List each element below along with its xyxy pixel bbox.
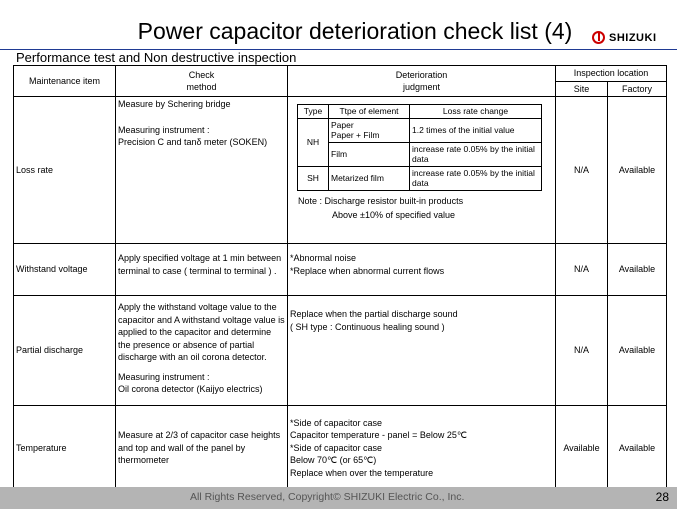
table-row xyxy=(14,97,667,244)
brand-logo xyxy=(592,31,657,44)
note-text: Note : Discharge resistor built-in products xyxy=(298,195,464,206)
judgment-cell xyxy=(288,97,556,244)
inner-element: Paper Paper + Film xyxy=(329,118,410,142)
item-cell: Withstand voltage xyxy=(14,244,116,296)
footer-bar xyxy=(0,487,677,509)
header-check-method xyxy=(116,66,288,97)
shizuki-logo-icon xyxy=(592,31,605,44)
site-cell: N/A xyxy=(556,244,608,296)
site-cell: Available xyxy=(556,406,608,491)
checklist-table xyxy=(13,65,667,491)
method-cell xyxy=(116,97,288,244)
item-cell: Partial discharge xyxy=(14,296,116,406)
header-factory: Factory xyxy=(608,81,667,97)
site-cell: N/A xyxy=(556,97,608,244)
method-cell: Measure at 2/3 of capacitor case heights and top and wall of the panel by thermometer xyxy=(116,406,288,491)
factory-cell: Available xyxy=(608,296,667,406)
header-deterioration-line: Deterioration xyxy=(395,69,448,80)
inner-header-element: Ttpe of element xyxy=(329,105,410,119)
inner-change: 1.2 times of the initial value xyxy=(410,118,542,142)
method-cell xyxy=(116,296,288,406)
inner-element: Film xyxy=(329,142,410,166)
page-number: 28 xyxy=(655,490,669,504)
header-judgment-line: judgment xyxy=(402,82,441,92)
item-cell: Loss rate xyxy=(14,97,116,244)
judgment-cell: Replace when the partial discharge sound ( SH type : Continuous healing sound ) xyxy=(288,296,556,406)
inner-change: increase rate 0.05% by the initial data xyxy=(410,142,542,166)
header-deterioration xyxy=(288,66,556,97)
inner-type-nh: NH xyxy=(298,118,329,166)
inner-header-change: Loss rate change xyxy=(410,105,542,119)
header-maintenance-item: Maintenance item xyxy=(14,66,116,97)
brand-name: SHIZUKI xyxy=(609,31,657,44)
loss-rate-table xyxy=(297,104,542,191)
method-text: Precision C and tanδ meter (SOKEN) xyxy=(118,137,268,147)
method-cell: Apply specified voltage at 1 min between terminal to case ( terminal to terminal ) . xyxy=(116,244,288,296)
copyright-text: All Rights Reserved, Copyright© SHIZUKI Electric Co., Inc. xyxy=(190,491,465,503)
table-row xyxy=(14,296,667,406)
method-text: Measuring instrument : Oil corona detector (Kaijyo electrics) xyxy=(118,371,263,394)
item-cell: Temperature xyxy=(14,406,116,491)
header-method-line: method xyxy=(186,82,217,92)
site-cell: N/A xyxy=(556,296,608,406)
inner-element: Metarized film xyxy=(329,166,410,190)
factory-cell: Available xyxy=(608,97,667,244)
factory-cell: Available xyxy=(608,406,667,491)
judgment-cell: *Abnormal noise *Replace when abnormal current flows xyxy=(288,244,556,296)
header-site: Site xyxy=(556,81,608,97)
header-inspection-location: Inspection location xyxy=(556,66,667,82)
inner-type-sh: SH xyxy=(298,166,329,190)
method-text: Measuring instrument : xyxy=(118,124,210,135)
factory-cell: Available xyxy=(608,244,667,296)
page-title: Power capacitor deterioration check list (4) xyxy=(137,18,573,44)
table-row xyxy=(14,406,667,491)
method-text: Apply the withstand voltage value to the capacitor and A withstand voltage value is applied to the capacitor and determine the presence or absence of partial discharge with an oil corona detector. xyxy=(118,302,285,362)
section-subtitle: Performance test and Non destructive inspection xyxy=(16,50,297,65)
inner-change: increase rate 0.05% by the initial data xyxy=(410,166,542,190)
judgment-cell: *Side of capacitor case Capacitor temperature - panel = Below 25℃ *Side of capacitor case Below 70℃ (or 65℃) Replace when over the temperature xyxy=(288,406,556,491)
inner-header-type: Type xyxy=(298,105,329,119)
table-row xyxy=(14,244,667,296)
method-text: Measure by Schering bridge xyxy=(118,99,231,109)
header-check-line: Check xyxy=(188,69,215,80)
note-text: Above ±10% of specified value xyxy=(332,209,456,220)
